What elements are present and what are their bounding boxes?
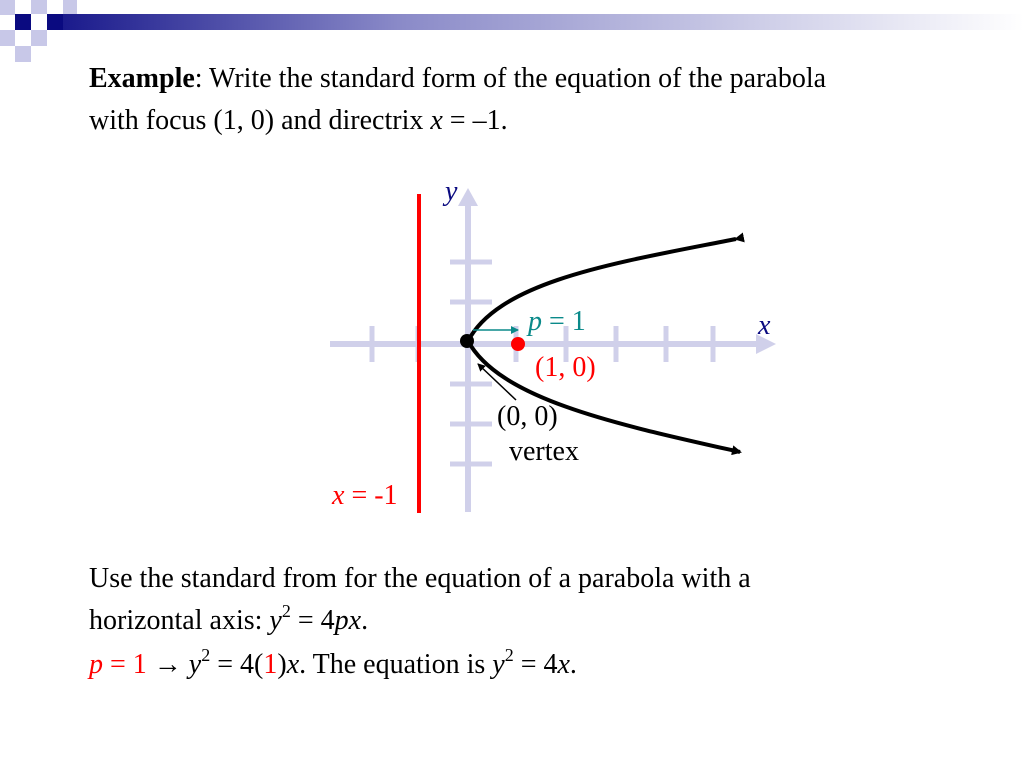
example-label: Example [89, 63, 195, 94]
result-arrow: → [146, 649, 189, 680]
result-close-paren: ) [277, 649, 287, 680]
directrix-label-rest: = -1 [344, 480, 398, 511]
vertex-point [460, 334, 474, 348]
p-label-var: p [528, 306, 542, 337]
vertex-coord-label: (0, 0) [497, 401, 558, 432]
result-final-y: y [492, 649, 505, 680]
result-final-x: x [557, 649, 570, 680]
result-final-eq: = 4 [513, 649, 558, 680]
solution-px-var: px [334, 605, 362, 636]
solution-y-var: y [269, 605, 282, 636]
result-final-exponent: 2 [504, 645, 514, 665]
y-axis-label: y [445, 176, 458, 207]
solution-paragraph [89, 558, 989, 642]
y-axis-arrowhead [458, 188, 478, 206]
focus-label: (1, 0) [535, 352, 596, 383]
result-y-var: y [188, 649, 202, 680]
solution-line2-mid: = 4 [290, 605, 335, 636]
vertex-word-label: vertex [509, 436, 579, 467]
solution-exponent: 2 [281, 601, 291, 621]
result-substituted-one: 1 [263, 649, 278, 680]
result-line [89, 644, 989, 686]
problem-text-line2-end: = –1. [442, 105, 508, 136]
focus-point [511, 337, 525, 351]
problem-directrix-var: x [430, 105, 443, 136]
directrix-label-var: x [332, 480, 345, 511]
result-text: . The equation is [299, 649, 493, 680]
parabola-curve [468, 239, 736, 341]
solution-line2-end: . [361, 605, 369, 636]
result-exponent: 2 [201, 645, 211, 665]
result-x-var: x [286, 649, 300, 680]
problem-text-line2: with focus (1, 0) and directrix [89, 105, 431, 136]
p-label-rest: = 1 [542, 306, 586, 337]
result-p-var: p [89, 649, 103, 680]
result-end: . [569, 649, 577, 680]
solution-line1: Use the standard from for the equation of a parabola with a [89, 563, 751, 594]
solution-line2-start: horizontal axis: [89, 605, 270, 636]
x-axis-label: x [758, 310, 771, 341]
result-p-value: = 1 [103, 649, 147, 680]
p-label [526, 306, 586, 337]
problem-text-line1: : Write the standard form of the equation of the parabola [194, 63, 827, 94]
directrix-label [331, 480, 398, 511]
result-mid: = 4( [210, 649, 264, 680]
